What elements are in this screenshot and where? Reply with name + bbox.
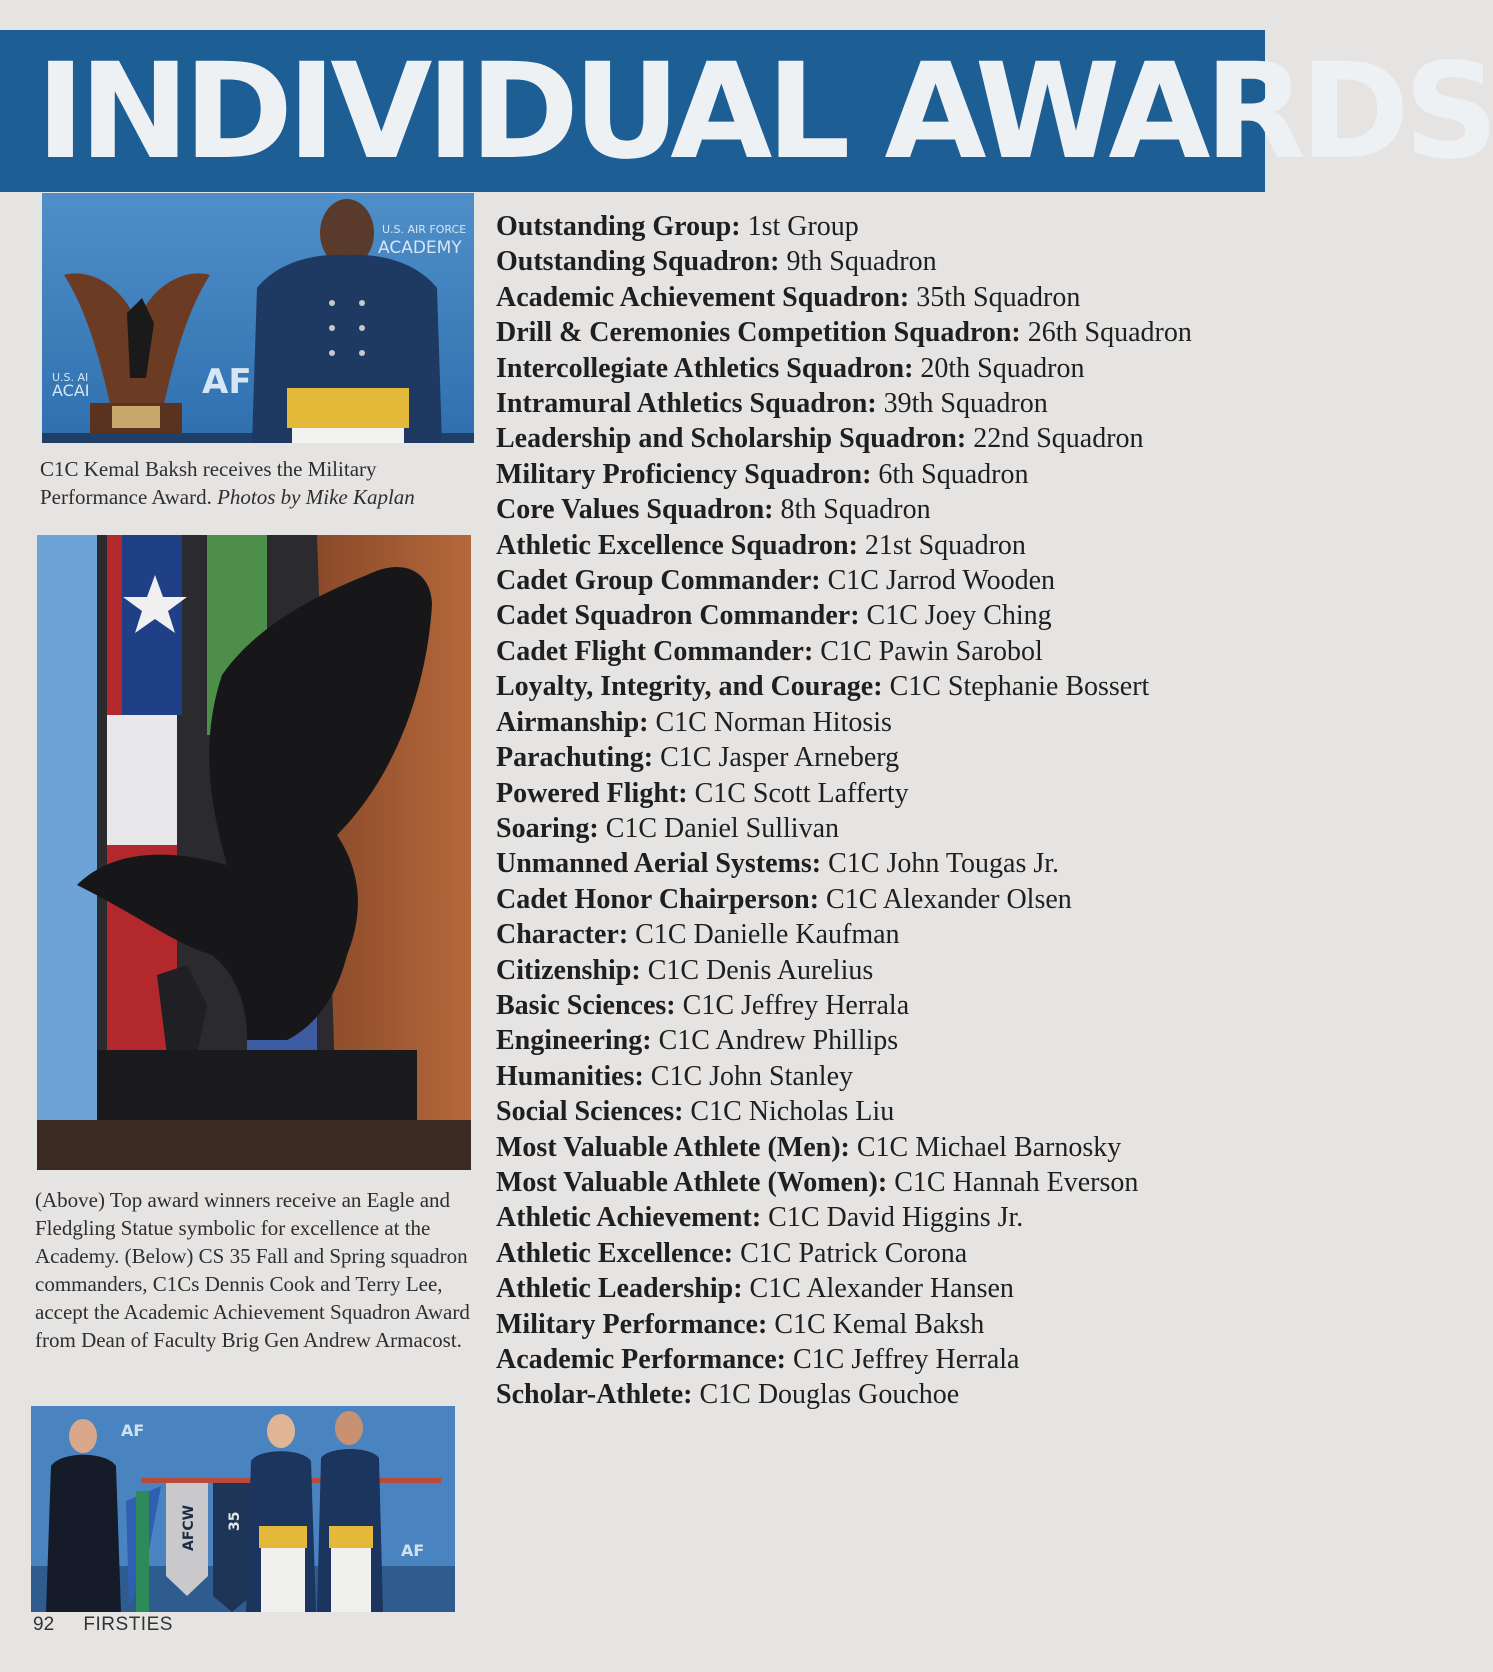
award-name: Airmanship: — [496, 706, 649, 738]
award-item — [496, 1165, 1256, 1200]
award-winner: 26th Squadron — [1027, 317, 1192, 349]
award-item — [496, 1342, 1256, 1377]
award-name: Scholar-Athlete: — [496, 1379, 693, 1411]
award-winner: C1C Joey Ching — [866, 600, 1052, 632]
caption-text: C1C Kemal Baksh receives the Military Performance Award. — [40, 457, 377, 509]
award-winner: 21st Squadron — [864, 529, 1026, 561]
page-title: INDIVIDUAL AWARDS — [36, 35, 1493, 189]
award-item — [496, 1236, 1256, 1271]
award-item — [496, 1307, 1256, 1342]
award-winner: C1C Daniel Sullivan — [605, 812, 840, 844]
award-item — [496, 917, 1256, 952]
award-winner: C1C Hannah Everson — [894, 1166, 1139, 1198]
award-item — [496, 386, 1256, 421]
award-name: Athletic Leadership: — [496, 1273, 743, 1305]
award-name: Most Valuable Athlete (Men): — [496, 1131, 850, 1163]
page-footer — [33, 1614, 173, 1636]
award-name: Basic Sciences: — [496, 989, 676, 1021]
award-winner: C1C Scott Lafferty — [694, 777, 909, 809]
award-winner: C1C Danielle Kaufman — [635, 919, 900, 951]
award-item — [496, 846, 1256, 881]
award-winner: C1C Norman Hitosis — [655, 706, 892, 738]
award-winner: C1C Jeffrey Herrala — [792, 1344, 1020, 1375]
award-name: Drill & Ceremonies Competition Squadron: — [496, 317, 1021, 349]
award-name: Loyalty, Integrity, and Courage: — [496, 671, 883, 703]
award-name: Intercollegiate Athletics Squadron: — [496, 352, 914, 384]
award-name: Soaring: — [496, 812, 599, 844]
award-name: Academic Performance: — [496, 1344, 786, 1375]
award-item — [496, 351, 1256, 386]
award-name: Humanities: — [496, 1060, 644, 1092]
award-name: Social Sciences: — [496, 1096, 684, 1128]
award-item — [496, 1023, 1256, 1058]
svg-text:AF: AF — [121, 1421, 145, 1440]
pennant-35: 35 — [227, 1511, 243, 1531]
svg-text:U.S. AI: U.S. AI — [52, 371, 89, 384]
award-winner: 9th Squadron — [786, 246, 937, 278]
award-winner: C1C Nicholas Liu — [690, 1096, 895, 1128]
award-winner: C1C Alexander Hansen — [749, 1273, 1014, 1305]
award-winner: 20th Squadron — [920, 352, 1085, 384]
award-item — [496, 1377, 1256, 1412]
award-winner: 35th Squadron — [916, 281, 1081, 313]
svg-text:ACADEMY: ACADEMY — [378, 238, 462, 258]
photo-credit: Photos by Mike Kaplan — [217, 485, 415, 509]
award-name: Powered Flight: — [496, 777, 688, 809]
pennant-afcw: AFCW — [181, 1504, 197, 1551]
award-item — [496, 669, 1256, 704]
award-winner: C1C Michael Barnosky — [856, 1131, 1122, 1163]
award-item — [496, 598, 1256, 633]
photo-squadron-award — [31, 1406, 455, 1612]
award-item — [496, 457, 1256, 492]
publication-name: FIRSTIES — [83, 1614, 173, 1635]
award-name: Leadership and Scholarship Squadron: — [496, 423, 967, 455]
award-item — [496, 280, 1256, 315]
award-name: Outstanding Squadron: — [496, 246, 780, 278]
award-winner: C1C Kemal Baksh — [774, 1308, 985, 1340]
award-item — [496, 882, 1256, 917]
award-item — [496, 776, 1256, 811]
award-name: Military Proficiency Squadron: — [496, 458, 872, 490]
svg-text:AF: AF — [401, 1541, 425, 1560]
award-winner: C1C John Tougas Jr. — [828, 848, 1060, 880]
award-winner: C1C Jeffrey Herrala — [682, 989, 910, 1021]
award-winner: C1C Patrick Corona — [740, 1237, 968, 1269]
award-item — [496, 1130, 1256, 1165]
award-name: Athletic Achievement: — [496, 1202, 762, 1234]
award-item — [496, 492, 1256, 527]
award-winner: C1C Stephanie Bossert — [889, 671, 1150, 703]
award-winner: C1C Denis Aurelius — [647, 954, 874, 986]
award-item — [496, 209, 1256, 244]
award-winner: 22nd Squadron — [973, 423, 1144, 455]
photo-caption-1 — [40, 455, 480, 511]
award-item — [496, 244, 1256, 279]
backdrop-text: U.S. AIR FORCE — [382, 223, 467, 236]
award-name: Unmanned Aerial Systems: — [496, 848, 822, 880]
title-banner — [0, 30, 1493, 192]
photo-caption-2: (Above) Top award winners receive an Eagle and Fledgling Statue symbolic for excellence at the Academy. (Below) CS 35 Fall and Spring squadron commanders, C1Cs Dennis Cook and Terry Lee, accept the Academic Achievement Squadron Award from Dean of Faculty Brig Gen Andrew Armacost. — [35, 1188, 470, 1352]
awards-list — [496, 209, 1256, 1413]
award-item — [496, 953, 1256, 988]
page-number: 92 — [33, 1614, 55, 1635]
svg-text:ACAI: ACAI — [52, 381, 90, 400]
award-name: Engineering: — [496, 1025, 652, 1057]
award-name: Cadet Group Commander: — [496, 565, 821, 597]
award-name: Military Performance: — [496, 1308, 768, 1340]
award-winner: C1C Andrew Phillips — [658, 1025, 899, 1057]
award-winner: 8th Squadron — [780, 494, 931, 526]
award-winner: C1C Douglas Gouchoe — [699, 1379, 960, 1411]
award-item — [496, 563, 1256, 598]
award-winner: C1C David Higgins Jr. — [768, 1202, 1024, 1234]
award-name: Parachuting: — [496, 742, 654, 774]
award-item — [496, 315, 1256, 350]
award-item — [496, 811, 1256, 846]
award-name: Outstanding Group: — [496, 211, 741, 242]
award-name: Citizenship: — [496, 954, 641, 986]
award-item — [496, 634, 1256, 669]
award-winner: C1C John Stanley — [650, 1060, 854, 1092]
award-item — [496, 1271, 1256, 1306]
award-name: Cadet Squadron Commander: — [496, 600, 860, 632]
award-name: Athletic Excellence: — [496, 1237, 734, 1269]
award-winner: C1C Jasper Arneberg — [660, 742, 900, 774]
award-name: Core Values Squadron: — [496, 494, 774, 526]
af-logo: AF — [202, 362, 252, 402]
award-winner: C1C Jarrod Wooden — [827, 565, 1056, 597]
photo-eagle-statue — [37, 535, 471, 1170]
award-name: Athletic Excellence Squadron: — [496, 529, 858, 561]
award-winner: C1C Alexander Olsen — [826, 883, 1072, 915]
award-name: Cadet Flight Commander: — [496, 635, 814, 667]
photo-cadet-with-trophy — [42, 193, 474, 443]
award-name: Cadet Honor Chairperson: — [496, 883, 820, 915]
award-winner: C1C Pawin Sarobol — [820, 635, 1043, 667]
award-item — [496, 1200, 1256, 1235]
award-item — [496, 421, 1256, 456]
award-name: Most Valuable Athlete (Women): — [496, 1166, 888, 1198]
award-winner: 1st Group — [747, 211, 859, 242]
award-item — [496, 1059, 1256, 1094]
award-item — [496, 705, 1256, 740]
award-name: Character: — [496, 919, 629, 951]
award-item — [496, 528, 1256, 563]
award-name: Academic Achievement Squadron: — [496, 281, 910, 313]
award-name: Intramural Athletics Squadron: — [496, 388, 877, 420]
award-item — [496, 988, 1256, 1023]
award-item — [496, 1094, 1256, 1129]
award-winner: 39th Squadron — [883, 388, 1048, 420]
award-item — [496, 740, 1256, 775]
award-winner: 6th Squadron — [878, 458, 1029, 490]
